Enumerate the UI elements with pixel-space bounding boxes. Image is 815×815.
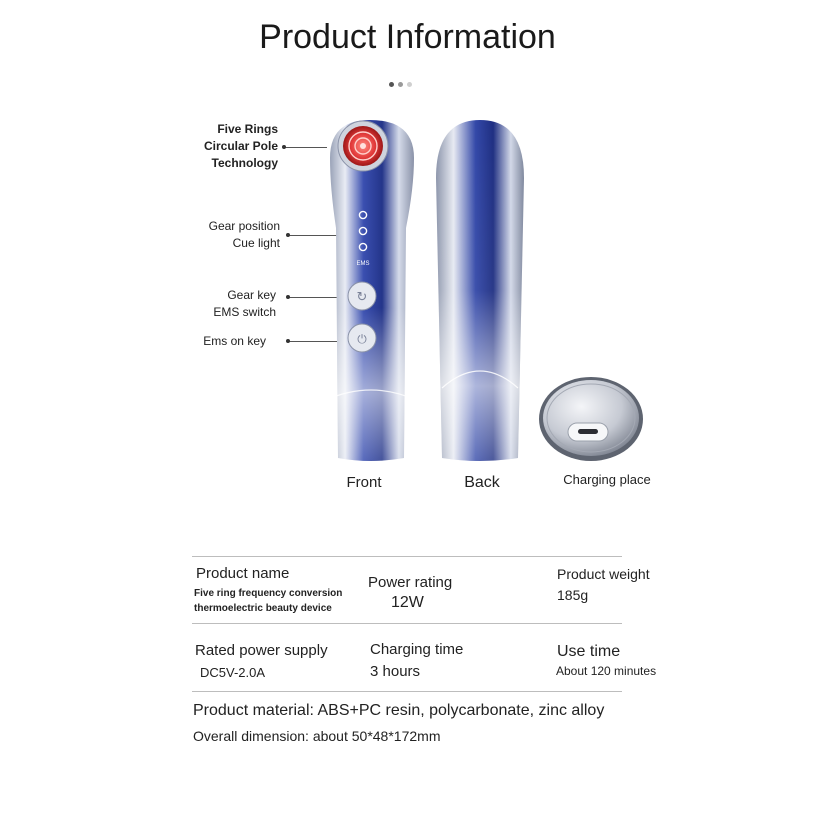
rated-power-supply-value: DC5V-2.0A [200,665,266,680]
charging-time-value: 3 hours [370,663,421,680]
carousel-dot-2[interactable] [398,82,403,87]
power-rating-value: 12W [391,594,424,611]
svg-text:↻: ↻ [356,290,368,305]
callout-five-rings-line1: Five Rings [217,122,278,136]
caption-charging-place: Charging place [563,472,651,487]
product-name-value-line1: Five ring frequency conversion [194,588,343,599]
callout-five-rings-line2: Circular Pole [203,139,278,153]
callout-leader-dot [286,295,290,299]
callout-gear-key-line1: Gear key [227,288,276,302]
callout-five-rings-line3: Technology [211,156,278,170]
callout-five-rings [170,121,278,172]
callout-gear-key [170,287,276,321]
callout-ems-key [170,333,266,350]
callout-leader-dot [282,145,286,149]
use-time-label: Use time [557,643,621,660]
product-material: Product material: ABS+PC resin, polycarbonate, zinc alloy [193,702,605,719]
use-time-value: About 120 minutes [556,664,657,678]
charging-time-label: Charging time [370,641,464,658]
power-button[interactable] [348,324,376,352]
product-weight-value: 185g [557,587,589,603]
carousel-indicator[interactable] [389,82,419,90]
callout-gear-light-line2: Cue light [232,236,280,250]
carousel-dot-1[interactable] [389,82,394,87]
gear-key-button[interactable] [348,282,376,310]
product-name-label: Product name [196,565,290,582]
ems-badge: EMS [356,261,370,267]
table-divider [192,691,622,692]
callout-gear-light [170,218,280,252]
caption-back: Back [464,474,500,491]
power-rating-label: Power rating [368,574,453,591]
callout-ems-key-label: Ems on key [203,334,266,348]
caption-front: Front [346,474,382,491]
callout-leader-dot [286,233,290,237]
table-divider [192,556,622,557]
overall-dimension: Overall dimension: about 50*48*172mm [193,728,441,744]
product-weight-label: Product weight [557,566,650,582]
page-title: Product Information [259,18,556,56]
charging-port-image [538,376,644,462]
callout-leader-dot [286,339,290,343]
callout-gear-key-line2: EMS switch [213,305,276,319]
rated-power-supply-label: Rated power supply [195,642,328,659]
device-back-image [430,118,530,464]
carousel-dot-3[interactable] [407,82,412,87]
callout-gear-light-line1: Gear position [208,219,280,233]
svg-text:⏻: ⏻ [357,332,367,346]
product-name-value-line2: thermoelectric beauty device [194,603,332,614]
table-divider [192,623,622,624]
